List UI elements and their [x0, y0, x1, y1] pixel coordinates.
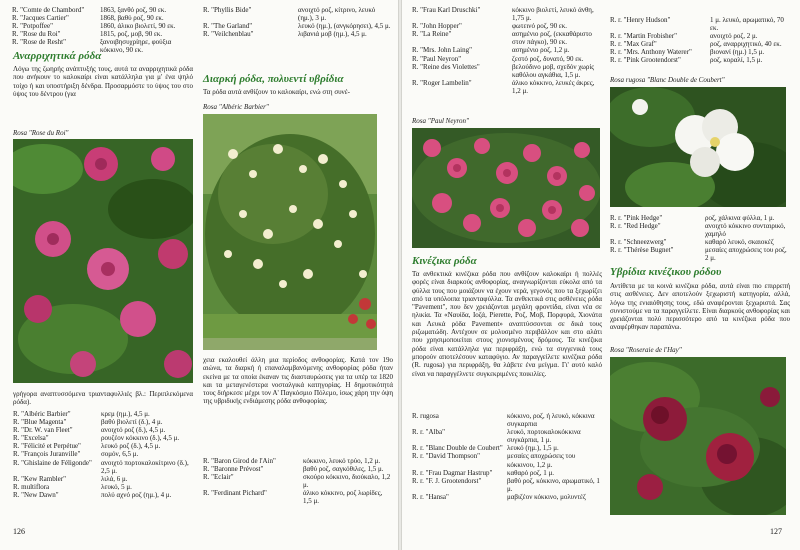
variety-row	[412, 22, 602, 30]
left-page	[0, 0, 398, 550]
variety-description: μαβιζέον κόκκινο, μολυντέζ	[507, 492, 586, 501]
variety-row	[13, 442, 195, 450]
variety-description: βιονανί (ημ.) 1,5 μ.	[710, 48, 765, 57]
variety-name: R. "Veilchenblau"	[203, 30, 254, 39]
variety-description: 1 μ. λευκό, αρωματικό, 70 εκ.	[710, 16, 784, 33]
caption-rose-du-roi: Rosa "Rose du Roi"	[13, 129, 69, 137]
variety-name: R. "The Garland"	[203, 22, 253, 31]
variety-row	[12, 14, 192, 22]
variety-row	[13, 434, 195, 442]
variety-name: R. r. "Thérèse Bugnet"	[610, 246, 674, 255]
variety-name: R. "Excelsa"	[13, 434, 49, 443]
variety-name: R. r. "Red Hedge"	[610, 222, 661, 231]
variety-row	[203, 473, 393, 489]
variety-name: R. r. "David Thompson"	[412, 452, 481, 461]
variety-row	[412, 79, 602, 95]
variety-description: ανοιχτό ροζ (δ.), 4,5 μ.	[101, 426, 166, 435]
variety-description: βαθύ ροζ, σαγκόθιλες, 1,5 μ.	[303, 465, 384, 474]
variety-row	[13, 483, 195, 491]
variety-name: R. r. "F. J. Grootendorst"	[412, 476, 482, 485]
variety-row	[12, 30, 192, 38]
variety-name: R. "Frau Karl Druschki"	[412, 6, 481, 14]
variety-description: ροζ, χάλκινα φύλλα, 1 μ.	[705, 214, 775, 222]
variety-name: R. "Ferdinant Pichard"	[203, 489, 267, 498]
variety-name: R. "Kew Rambler"	[13, 474, 66, 483]
variety-name: R. "Reine des Violettes"	[412, 62, 480, 71]
variety-name: R. "Ghislaine de Féligonde"	[13, 458, 92, 467]
heading-climbing-roses: Αναρριχητικά ρόδα	[13, 50, 102, 62]
caption-blanc-double: Rosa rugosa "Blanc Double de Coubert"	[610, 76, 725, 84]
heading-rugosa: Κινέζικα ρόδα	[412, 255, 477, 267]
variety-description: 1815, ροζ, μοβ, 90 εκ.	[100, 30, 163, 39]
variety-row	[203, 465, 393, 473]
variety-description: λιβανιά μοβ (ημ.), 4,5 μ.	[298, 30, 367, 39]
variety-name: R. "Phyllis Bide"	[203, 6, 252, 14]
variety-row	[412, 428, 602, 444]
heading-hybrid-perpetual: Διαρκή ρόδα, πολυεντί υβρίδια	[203, 73, 344, 85]
variety-row	[13, 426, 195, 434]
right-page	[402, 0, 800, 550]
variety-description: σκούρο κόκκινο, διούκαλο, 1,2 μ.	[303, 473, 391, 490]
variety-row	[412, 63, 602, 79]
caption-paul-neyron: Rosa "Paul Neyron"	[412, 117, 469, 125]
variety-name: R. "Comte de Chambord"	[12, 6, 85, 14]
variety-row	[12, 22, 192, 30]
right-top-list-col2	[610, 16, 792, 65]
variety-description: λευκό, 5 μ.	[101, 482, 132, 491]
variety-description: κόκκινο βιολετί, λευκό άνθη, 1,75 μ.	[512, 6, 594, 23]
variety-row	[203, 6, 393, 22]
variety-description: βαθύ βιολετί (δ.), 4 μ.	[101, 418, 163, 427]
variety-name: R. r. "Pink Hedge"	[610, 214, 663, 222]
variety-description: 1868, βαθύ ροζ, 90 εκ.	[100, 14, 164, 23]
variety-name: R. "New Dawn"	[13, 490, 59, 499]
variety-description: κόκκινο, ροζ, ή λευκό, κόκκινα συγκαρπια	[507, 412, 595, 429]
variety-row	[12, 6, 192, 14]
variety-description: καθαρό ροζ, 1 μ.	[507, 468, 555, 477]
variety-row	[13, 475, 195, 483]
variety-name: R. "Baron Girod de l'Ain"	[203, 457, 276, 465]
variety-name: R. "Paul Neyron"	[412, 54, 462, 63]
variety-row	[412, 6, 602, 22]
variety-description: φωτεινό ροζ, 90 εκ.	[512, 22, 568, 31]
variety-row	[610, 238, 792, 246]
variety-description: ροζ, κοραλί, 1,5 μ.	[710, 56, 763, 65]
variety-name: R. "François Juranville"	[13, 450, 81, 459]
variety-name: R. "Eclair"	[203, 473, 234, 482]
variety-description: ξανοιβησυχρίηρε, φούξια κόκκινο, 90 εκ.	[100, 38, 172, 55]
variety-description: ανοιχτό πορτοκαλοκίτρινο (δ.), 2,5 μ.	[101, 458, 189, 475]
variety-description: ζεστό ροζ, δυνατό, 90 εκ.	[512, 54, 584, 63]
variety-description: καθαρό λευκό, σκαιοκέζ	[705, 238, 774, 247]
variety-row	[203, 457, 393, 465]
variety-name: R. "Baronne Prévost"	[203, 465, 264, 474]
variety-description: ανοιχτό κόκκινο συνταιρικό, χαμηλό	[705, 222, 786, 239]
variety-name: R. rugosa	[412, 412, 439, 420]
variety-description: ροζ, αναρριχητικό, 40 εκ.	[710, 40, 782, 49]
variety-description: άλικο κόκκινο, ροζ λωρίδες, 1,5 μ.	[303, 489, 383, 506]
variety-row	[412, 469, 602, 477]
variety-row	[412, 412, 602, 428]
variety-description: λευκό (ημ.), 1,5 μ.	[507, 444, 559, 453]
caption-roseraie: Rosa "Roseraie de l'Hay"	[610, 346, 682, 354]
variety-description: κρεμ (ημ.), 4,5 μ.	[101, 410, 150, 418]
variety-description: ασημένιο ροζ, 1,2 μ.	[512, 46, 570, 55]
variety-row	[610, 48, 792, 56]
variety-row	[610, 40, 792, 48]
variety-name: R. "Rose du Roi"	[12, 30, 61, 39]
variety-row	[203, 22, 393, 30]
variety-row	[412, 444, 602, 452]
variety-row	[13, 418, 195, 426]
variety-name: R. r. "Blanc Double de Coubert"	[412, 444, 503, 453]
variety-name: R. r. "Mrs. Anthony Waterer"	[610, 48, 692, 57]
variety-name: R. "Jacques Cartier"	[12, 14, 69, 23]
variety-name: R. r. "Frau Dagmar Hastrup"	[412, 468, 493, 477]
variety-name: R. r. "Schneezwerg"	[610, 238, 667, 247]
variety-row	[610, 32, 792, 40]
paragraph-hybrid-history: χεια εκαλουθεί άλλη μια περίοδος ανθοφορίας. Κατά τον 19ο αιώνα, τα διαρκή ή επαναλαμβανόμενης ανθοφορίας ρόδα ήταν εκείνα με τα οποία έκαναν τις διασταυρώσεις για τα υπέρ τα 1820 και τα μεταγενέστερα νοσταλγικά κατηγορίας. Η δημοτικότητά τους διήρκεσε μέχρι τον Α' Παγκόσμιο Πόλεμο, ίσως χάρη την όψη της υβριδικής ενδιάμεσης ρόδα ανθοφορίας.	[203, 356, 393, 406]
variety-row	[13, 459, 195, 475]
variety-name: R. "La Reine"	[412, 30, 452, 39]
paragraph-under-rose-du-roi: γρήγορα αναπτυσσόμενα τριανταφυλλιές βλ.: Περιπλεκόμενα ρόδα).	[13, 390, 193, 407]
variety-name: R. multiflora	[13, 482, 50, 491]
variety-row	[610, 56, 792, 64]
variety-row	[610, 246, 792, 262]
photo-paul-neyron	[412, 128, 600, 248]
variety-row	[610, 214, 792, 222]
variety-name: R. r. "Henry Hudson"	[610, 16, 671, 24]
variety-description: άλικο κόκκινο, λευκές άκρες, 1,2 μ.	[512, 78, 595, 95]
right-bottom-list	[412, 412, 602, 501]
variety-row	[610, 16, 792, 32]
variety-row	[412, 30, 602, 46]
variety-description: βαθύ ροζ, κόκκινο, αρωματικό, 1 μ.	[507, 476, 600, 493]
page-number-right: 127	[770, 527, 782, 536]
paragraph-hybrid-perpetual: Τα ρόδα αυτά ανθίζουν το καλοκαίρι, ενώ στη συνέ-	[203, 88, 350, 96]
variety-description: βελούδινο μοβ, σχεδόν χωρίς καθόλου αγκάθια, 1,5 μ.	[512, 62, 595, 79]
variety-name: R. "Félicité et Perpétue"	[13, 442, 81, 451]
variety-description: σομόν, 6,5 μ.	[101, 450, 139, 459]
variety-description: ανοιχτό ροζ, κίτρινο, λευκό (ημ.), 3 μ.	[298, 6, 376, 23]
variety-name: R. "Blue Magenta"	[13, 418, 67, 427]
variety-description: λευκό, πορτοκαλοκόκκινα συγκάρπια, 1 μ.	[507, 428, 581, 445]
variety-description: ρουζέον κόκκινο (δ.), 4,5 μ.	[101, 434, 180, 443]
paragraph-rugosa-hybrids: Αντίθετα με τα κοινά κινέζικα ρόδα, αυτά είναι πιο επιρρεπή στις ασθένειες. Δεν αποτελούν ξεχωριστή κατηγορία, αλλά, λόγω της ενιαιόθησης τους, εδώ αναφέρονται ξεχωριστά. Σας συνιστούμε να τα παραγγείλετε. Είναι διαρκούς ανθοφορίας και χρειάζονται πολύ περισσότερο από τα κινέζικα ρόδα που αναφέρθηκαν παραπάνω.	[610, 282, 790, 332]
paragraph-rugosa: Τα ανθεκτικά κινέζικα ρόδα που ανθίζουν καλοκαίρι ή πολλές φορές είναι διαρκούς ανθοφορίας, αναγνωρίζονται εύκολα από τα φύλλα τους που μοιάζουν να έχουν νερά, γεγονός που τα ξεχωρίζει από τα υπόλοιπα τριανταφύλλα. Τα ανθεκτικά στις ασθένειες ρόδα "Pavement", που δεν χρειάζονται μεγάλη φροντίδα, είναι νέα σε ηλικία. Τα «Ναυίδα, Ιοζά, Pierette, Ροζ, Μοβ, Πορφυρά, Χιονάτα και Λευκά ρόδα Pavement» αναπτύσσονται σε δικά τους ριζωματώδη. Αντέχουν σε μολυσμένο περιβάλλον και στο αλάτι που χρησιμοποιείται στους χιονισμένους δρόμους. Τα κινέζικα ρόδα είναι κατάλληλα για περιφράξη, ενώ τα συγγενικά τους μπορούν αποτελέσουν καταφύγιο. Αν παραγγείλετε κινέζικα ρόδα (R. rugosa) για περιφράξη, θα λάβετε ένα μείγμα. Γι' αυτό καλό είναι να παραγγέλνετε συγκεκριμένες ποικιλίες.	[412, 270, 602, 378]
variety-row	[412, 452, 602, 468]
photo-rose-du-roi	[13, 139, 193, 383]
variety-name: R. r. "Martin Frobisher"	[610, 32, 677, 41]
paragraph-climbing-roses: Λόγω της ζωηρής ανάπτυξής τους, αυτά τα αναρριχητικά ρόδα που ανήκουν το καλοκαίρι είναι κατάλληλα για μ' ένα ψηλό τοίχο ή και υποστήριξη δένδρα. Προσαρμόστε το ύψος του στο ύψος του δέντρου (για	[13, 65, 193, 98]
variety-name: R. "Rose de Resht"	[12, 38, 66, 47]
variety-row	[13, 491, 195, 499]
variety-description: κόκκινο, λευκό τρύο, 1,2 μ.	[303, 457, 381, 465]
variety-description: ανοιχτό ροζ, 2 μ.	[710, 32, 758, 41]
variety-description: μεσαίες αποχρώσεις του κόκκινου, 1,2 μ.	[507, 452, 576, 469]
variety-name: R. r. "Hansa"	[412, 492, 449, 501]
variety-row	[412, 46, 602, 54]
variety-row	[610, 222, 792, 238]
variety-row	[13, 450, 195, 458]
left-top-list-col1	[12, 6, 192, 55]
variety-name: R. "John Hopper"	[412, 22, 462, 31]
variety-row	[13, 410, 195, 418]
variety-description: 1860, άλικο βιολετί, 90 εκ.	[100, 22, 176, 31]
variety-name: R. "Roger Lambelin"	[412, 78, 472, 87]
variety-description: λευκό (ημ.), (ανγκόρησει), 4,5 μ.	[298, 22, 391, 31]
left-bottom-list-col2	[203, 457, 393, 506]
variety-row	[203, 30, 393, 38]
variety-row	[412, 55, 602, 63]
variety-description: 1863, ξανθό ροζ, 90 εκ.	[100, 6, 167, 14]
right-mid-list	[610, 214, 792, 263]
variety-description: λιλά, 6 μ.	[101, 474, 128, 483]
left-top-list-col2	[203, 6, 393, 38]
variety-description: ασημένιο ροζ, (εκκαθάριστο στον πάγκο), 90 εκ.	[512, 30, 592, 47]
variety-row	[412, 477, 602, 493]
photo-blanc-double-de-coubert	[610, 87, 786, 207]
variety-name: R. "Potpoffee"	[12, 22, 53, 31]
left-bottom-list-col1	[13, 410, 195, 499]
page-number-left: 126	[13, 527, 25, 536]
photo-roseraie-de-lhay	[610, 357, 786, 515]
photo-alberic-barbier	[203, 114, 377, 350]
variety-description: πολύ αχνό ροζ (ημ.), 4 μ.	[101, 490, 172, 499]
variety-name: R. r. "Max Graf"	[610, 40, 657, 49]
heading-rugosa-hybrids: Υβρίδια κινέζικου ρόδου	[610, 266, 722, 278]
variety-name: R. r. "Pink Grootendorst"	[610, 56, 681, 65]
variety-row	[412, 493, 602, 501]
caption-alberic-barbier: Rosa "Albéric Barbier"	[203, 103, 269, 111]
variety-name: R. "Dr. W. van Fleet"	[13, 426, 73, 435]
variety-description: μεσαίες αποχρώσεις του ροζ, 2 μ.	[705, 246, 787, 263]
variety-name: R. "Mrs. John Laing"	[412, 46, 472, 55]
variety-name: R. "Albéric Barbier"	[13, 410, 71, 418]
variety-description: λευκό ροζ (δ.), 4,5 μ.	[101, 442, 161, 451]
right-top-list-col1	[412, 6, 602, 95]
variety-row	[203, 489, 393, 505]
variety-name: R. r. "Alba"	[412, 428, 445, 437]
